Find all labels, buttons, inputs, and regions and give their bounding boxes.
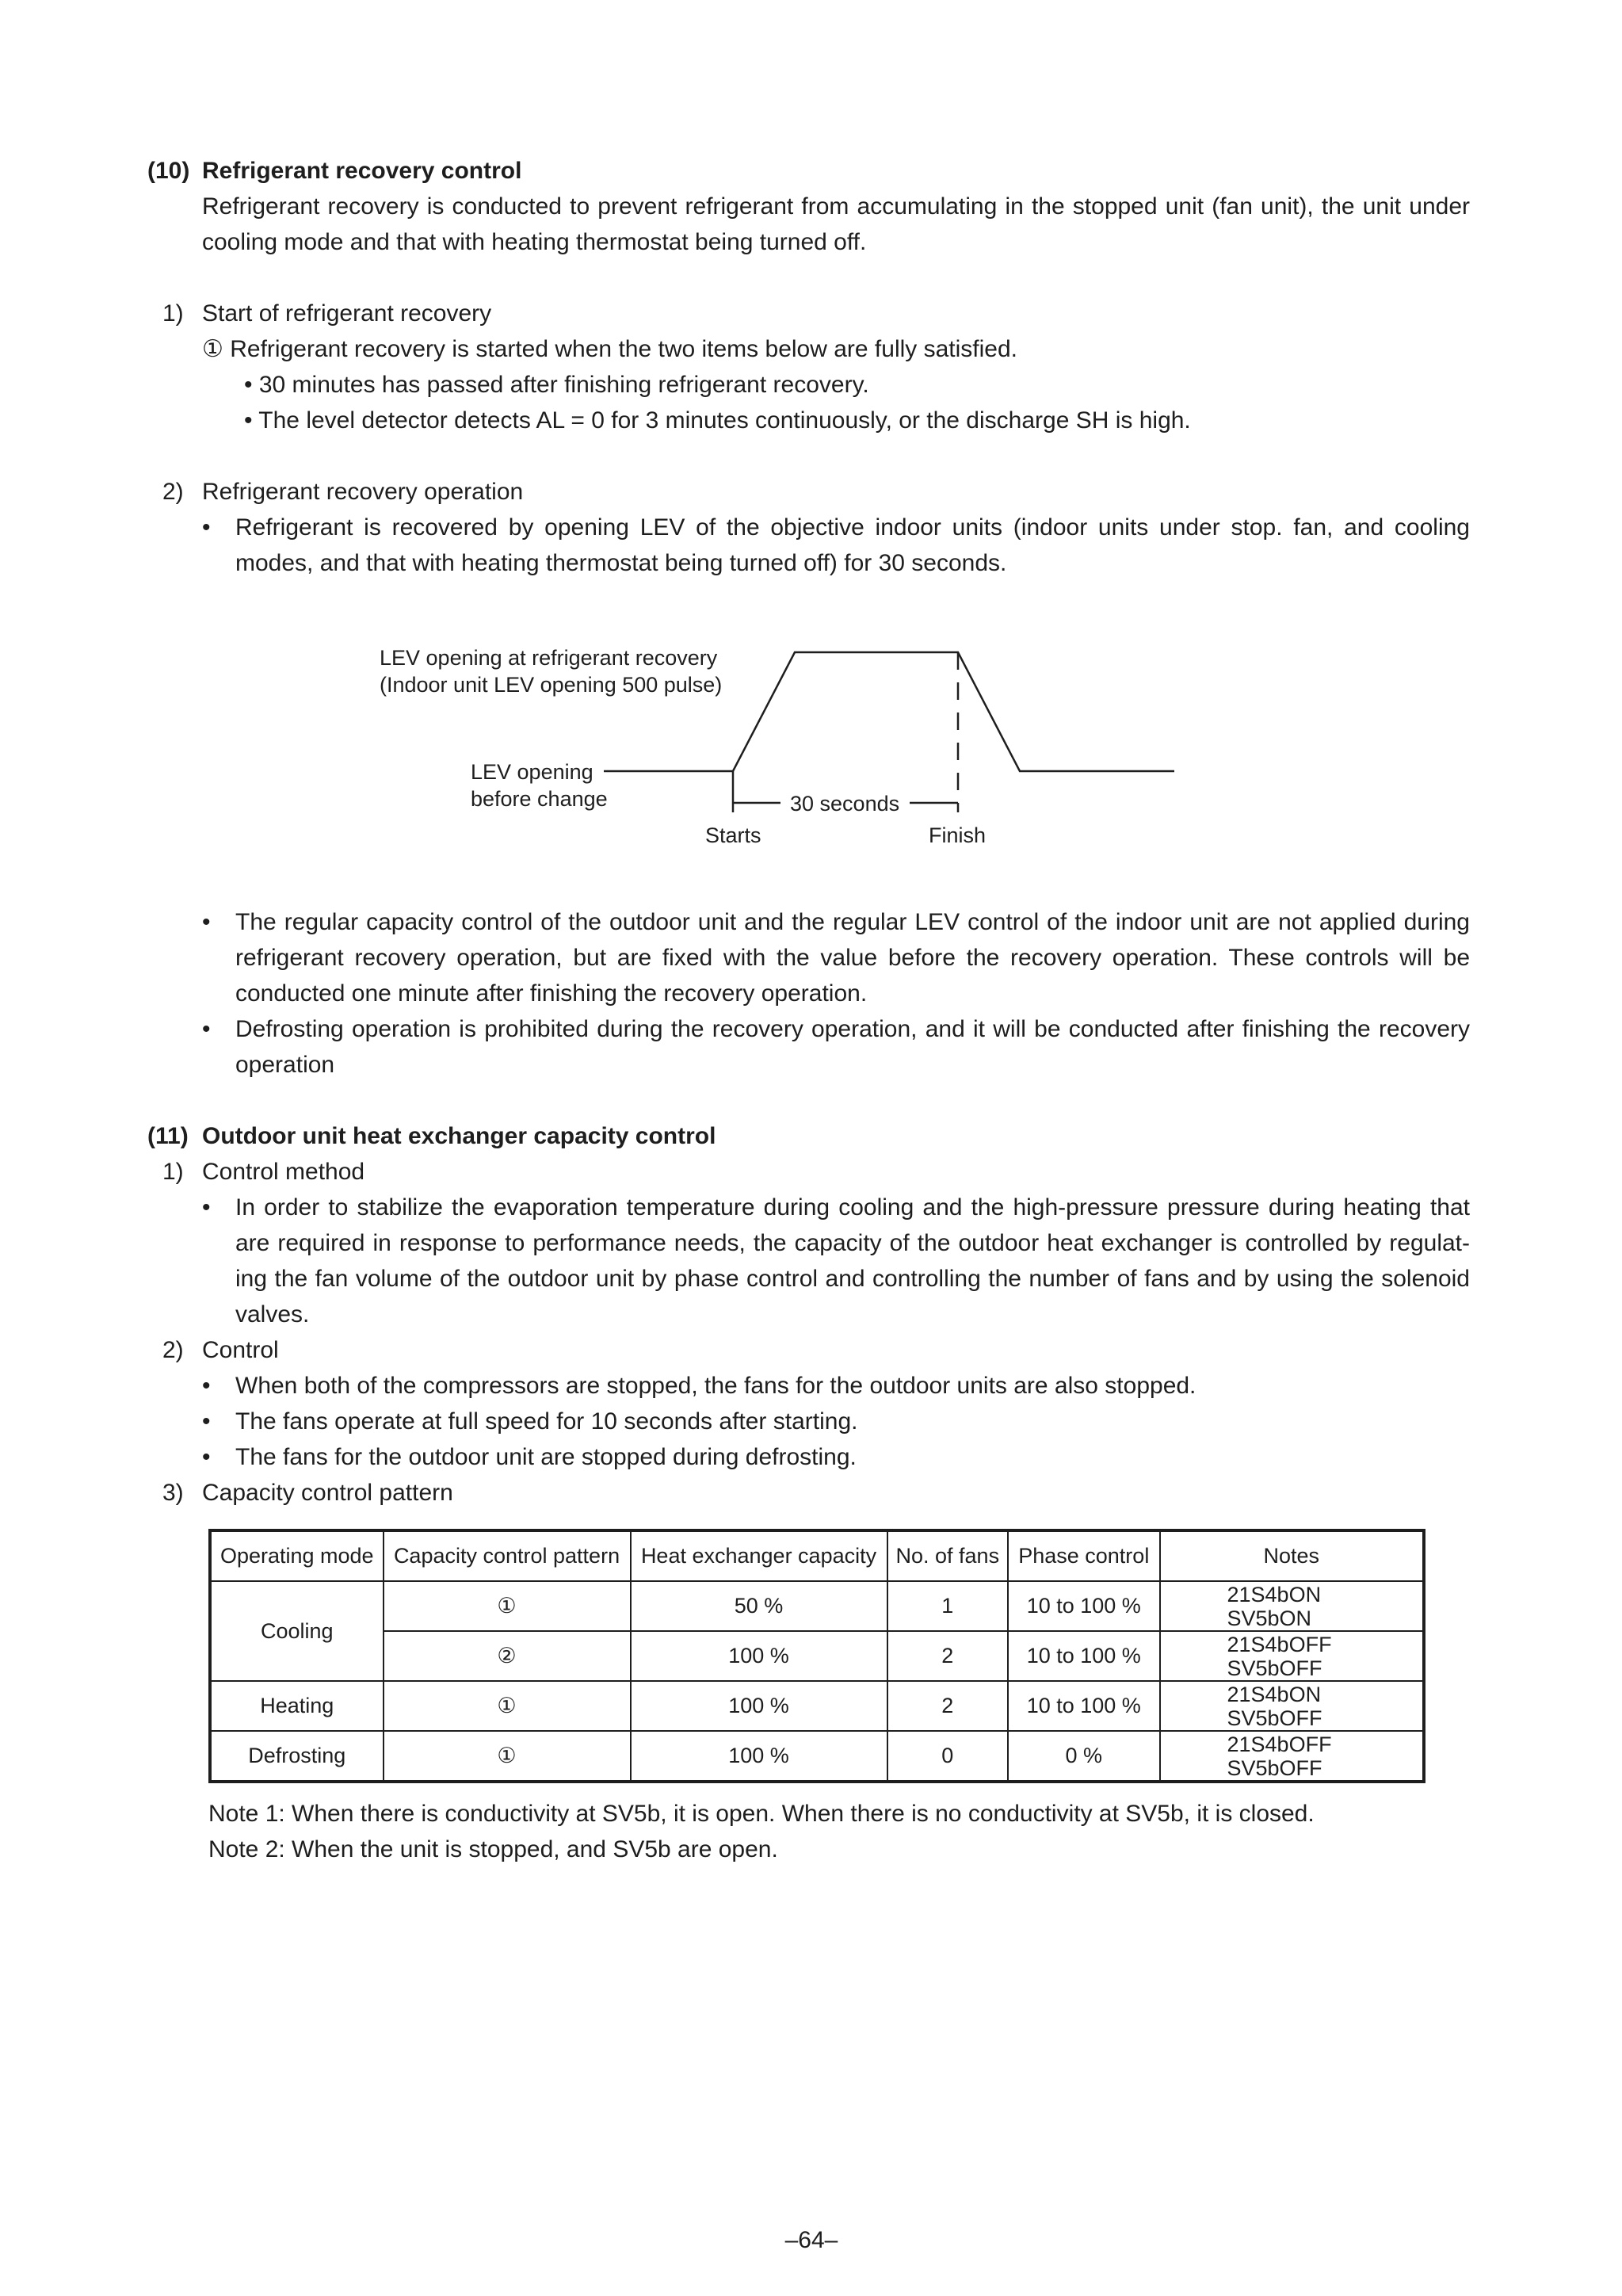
mode-cooling: Cooling: [210, 1581, 384, 1681]
step-1-item-2: • The level detector detects AL = 0 for 3 minutes continuously, or the discharge SH is high.: [244, 407, 1191, 434]
s11-step-1-title: Control method: [202, 1159, 365, 1185]
note-valve-2: SV5bON: [1227, 1606, 1312, 1630]
cell-pattern: ①: [384, 1731, 631, 1782]
note-valve-2: SV5bOFF: [1227, 1755, 1322, 1780]
bullet: •: [202, 1444, 211, 1470]
note-valve-1: 21S4bON: [1227, 1582, 1322, 1606]
label-lev-opening: LEV opening: [471, 760, 593, 784]
label-finish: Finish: [929, 823, 987, 847]
col-heat-exchanger-capacity: Heat exchanger capacity: [631, 1530, 887, 1581]
note-valve-2: SV5bOFF: [1227, 1706, 1322, 1730]
step-2-description: Refrigerant is recovered by opening LEV of the objective indoor units (indoor units under stop. fan, and cooling modes, and that with heating thermostat being turned off) for 30 seconds.: [235, 514, 1470, 576]
step-1-item-1: • 30 minutes has passed after finishing refrigerant recovery.: [244, 372, 869, 398]
cell-pattern: ①: [384, 1681, 631, 1731]
cell-notes: [1160, 1681, 1425, 1731]
bullet: •: [202, 1373, 211, 1399]
bullet: •: [202, 1408, 211, 1435]
note-valve-2: SV5bOFF: [1227, 1656, 1322, 1680]
lev-opening-diagram: [0, 0, 1622, 872]
table-row: [210, 1681, 1424, 1731]
control-item-1: When both of the compressors are stopped, the fans for the outdoor units are also stopped.: [235, 1373, 1196, 1399]
s11-step-3-title: Capacity control pattern: [202, 1480, 453, 1506]
table-row: [210, 1581, 1424, 1631]
step-2-title: Refrigerant recovery operation: [202, 479, 524, 505]
section-11-number: (11): [147, 1123, 189, 1149]
mode-defrosting: Defrosting: [210, 1731, 384, 1782]
label-starts: Starts: [705, 823, 761, 847]
cell-pattern: ②: [384, 1631, 631, 1681]
cell-fans: 0: [887, 1731, 1009, 1782]
cell-phase: 10 to 100 %: [1008, 1631, 1159, 1681]
table-note-1: Note 1: When there is conductivity at SV5b, it is open. When there is no conductivity at SV5b, it is closed.: [208, 1801, 1315, 1827]
cell-notes: [1160, 1581, 1425, 1631]
cell-notes: [1160, 1731, 1425, 1782]
col-notes: Notes: [1160, 1530, 1425, 1581]
s11-step-2-title: Control: [202, 1337, 279, 1363]
cell-phase: 10 to 100 %: [1008, 1681, 1159, 1731]
capacity-control-table: [208, 1529, 1425, 1783]
bullet: •: [202, 909, 211, 935]
section-11-heading: Outdoor unit heat exchanger capacity control: [202, 1123, 716, 1149]
table-header-row: [210, 1530, 1424, 1581]
table-row: [210, 1731, 1424, 1782]
cell-capacity: 100 %: [631, 1631, 887, 1681]
cell-phase: 10 to 100 %: [1008, 1581, 1159, 1631]
step-1-condition: ① Refrigerant recovery is started when the two items below are fully satisfied.: [202, 336, 1017, 362]
page-number: –64–: [784, 2227, 838, 2253]
note-valve-1: 21S4bOFF: [1227, 1632, 1332, 1656]
step-2-number: 2): [162, 479, 184, 505]
step-1-number: 1): [162, 300, 184, 327]
cell-phase: 0 %: [1008, 1731, 1159, 1782]
recovery-note-1: The regular capacity control of the outdoor unit and the regular LEV control of the indoor unit are not applied during refrigerant recovery operation, but are fixed with the value before the recovery operation. These controls will be conducted one minute after finishing the recovery operation.: [235, 909, 1470, 1007]
cell-pattern: ①: [384, 1581, 631, 1631]
cell-capacity: 100 %: [631, 1731, 887, 1782]
col-phase-control: Phase control: [1008, 1530, 1159, 1581]
label-lev-at-recovery: LEV opening at refrigerant recovery: [380, 646, 718, 670]
control-item-2: The fans operate at full speed for 10 seconds after starting.: [235, 1408, 858, 1435]
section-10-heading: Refrigerant recovery control: [202, 158, 522, 184]
s11-step-3-number: 3): [162, 1480, 184, 1506]
label-30-seconds: 30 seconds: [790, 792, 900, 816]
lev-opening-curve: [604, 652, 1174, 771]
table-row: [210, 1631, 1424, 1681]
label-indoor-lev-pulse: (Indoor unit LEV opening 500 pulse): [380, 673, 723, 697]
s11-step-1-number: 1): [162, 1159, 184, 1185]
control-method-description: In order to stabilize the evaporation temperature during cooling and the high-pressure pressure during heating that are required in response to performance needs, the capacity of the outdoor heat exchanger is controlled by regulat-ing the fan volume of the outdoor unit by phase control and controlling the number of fans and by using the solenoid valves.: [235, 1194, 1470, 1328]
cell-fans: 2: [887, 1631, 1009, 1681]
step-1-title: Start of refrigerant recovery: [202, 300, 492, 327]
control-item-3: The fans for the outdoor unit are stopped during defrosting.: [235, 1444, 857, 1470]
note-valve-1: 21S4bOFF: [1227, 1732, 1332, 1756]
table-note-2: Note 2: When the unit is stopped, and SV5b are open.: [208, 1836, 778, 1862]
cell-notes: [1160, 1631, 1425, 1681]
section-10-intro: Refrigerant recovery is conducted to prevent refrigerant from accumulating in the stopped unit (fan unit), the unit under cooling mode and that with heating thermostat being turned off.: [202, 193, 1470, 255]
recovery-note-2: Defrosting operation is prohibited during the recovery operation, and it will be conducted after finishing the recovery operation: [235, 1016, 1470, 1078]
label-before-change: before change: [471, 787, 608, 811]
cell-fans: 2: [887, 1681, 1009, 1731]
bullet: •: [202, 1016, 211, 1042]
bullet: •: [202, 514, 211, 541]
cell-capacity: 50 %: [631, 1581, 887, 1631]
col-operating-mode: Operating mode: [210, 1530, 384, 1581]
s11-step-2-number: 2): [162, 1337, 184, 1363]
col-number-of-fans: No. of fans: [887, 1530, 1009, 1581]
col-capacity-pattern: Capacity control pattern: [384, 1530, 631, 1581]
section-10-number: (10): [147, 158, 190, 184]
cell-fans: 1: [887, 1581, 1009, 1631]
note-valve-1: 21S4bON: [1227, 1682, 1322, 1706]
bullet: •: [202, 1194, 211, 1221]
mode-heating: Heating: [210, 1681, 384, 1731]
cell-capacity: 100 %: [631, 1681, 887, 1731]
